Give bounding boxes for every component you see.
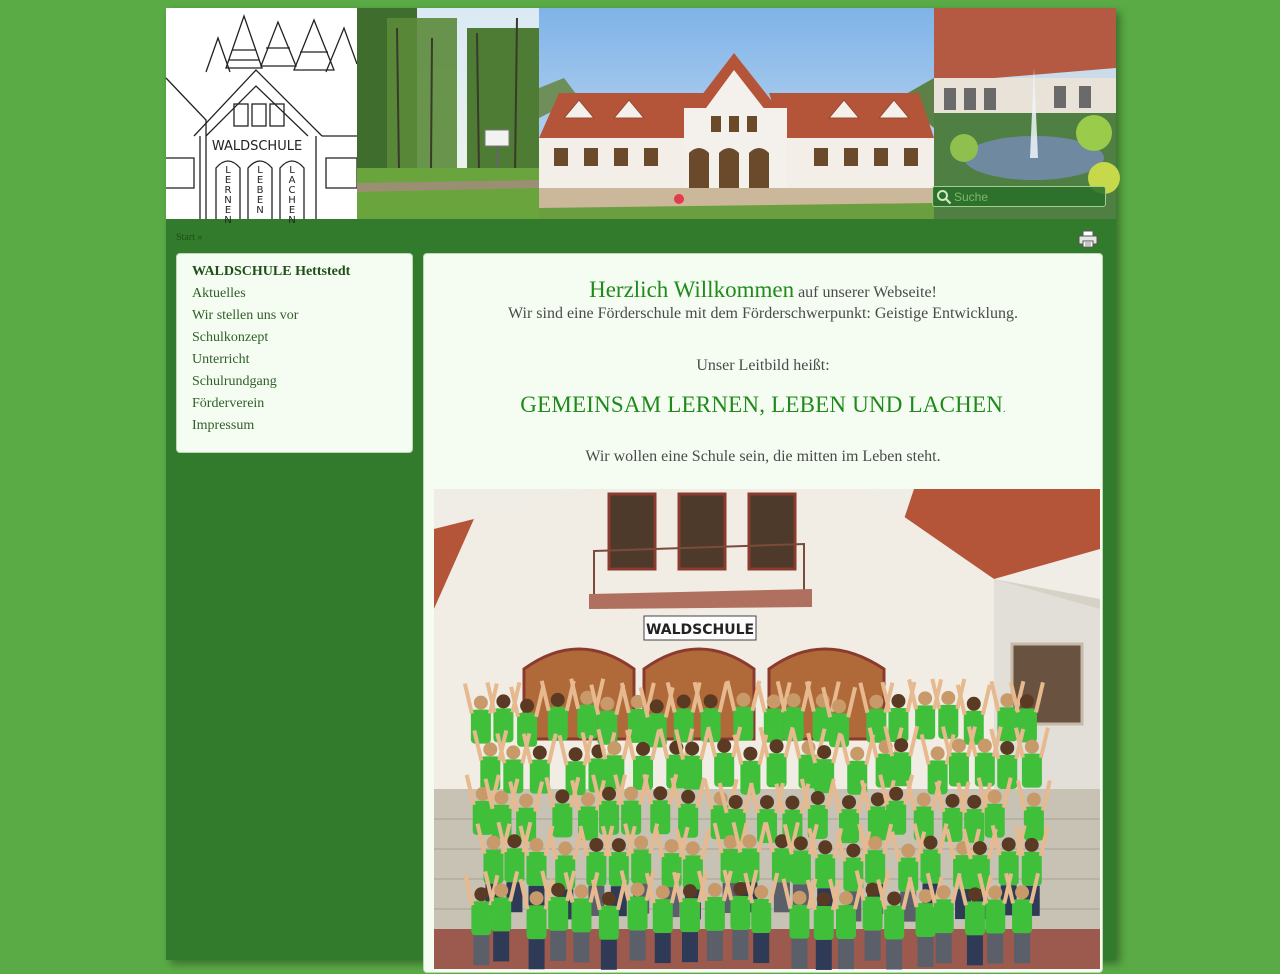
student-figure xyxy=(548,897,568,931)
student-figure xyxy=(791,850,811,884)
header-banner xyxy=(166,8,1116,226)
welcome-suffix: auf unserer Webseite! xyxy=(794,284,937,301)
student-figure xyxy=(839,809,859,843)
student-head xyxy=(624,787,638,801)
student-head xyxy=(602,892,616,906)
sidebar-item-aktuelles[interactable]: Aktuelles xyxy=(192,286,246,301)
student-head xyxy=(733,882,747,896)
student-figure xyxy=(767,753,787,787)
student-head xyxy=(486,836,500,850)
student-figure xyxy=(751,899,771,933)
student-head xyxy=(839,891,853,905)
student-figure xyxy=(985,900,1005,934)
leitbild-intro: Unser Leitbild heißt: xyxy=(696,357,830,374)
student-head xyxy=(868,836,882,850)
student-head xyxy=(530,891,544,905)
student-head xyxy=(495,791,509,805)
student-figure xyxy=(868,806,888,840)
student-head xyxy=(474,696,488,710)
student-head xyxy=(736,693,750,707)
sidebar-item-schulkonzept[interactable]: Schulkonzept xyxy=(192,330,269,345)
student-head xyxy=(1002,837,1016,851)
student-head xyxy=(533,746,547,760)
student-head xyxy=(634,836,648,850)
student-figure xyxy=(836,905,856,939)
student-figure xyxy=(863,897,883,931)
student-head xyxy=(818,840,832,854)
student-head xyxy=(653,786,667,800)
student-head xyxy=(767,694,781,708)
student-head xyxy=(917,793,931,807)
student-head xyxy=(770,739,784,753)
student-figure xyxy=(571,898,591,932)
student-legs xyxy=(529,939,545,969)
student-figure xyxy=(884,905,904,939)
student-head xyxy=(551,883,565,897)
student-figure xyxy=(577,705,597,739)
student-head xyxy=(494,883,508,897)
student-figure xyxy=(814,906,834,940)
welcome-title: Herzlich Willkommen xyxy=(589,277,795,302)
student-head xyxy=(555,789,569,803)
student-head xyxy=(931,746,945,760)
student-head xyxy=(988,886,1002,900)
student-figure xyxy=(916,903,936,937)
student-head xyxy=(569,747,583,761)
student-figure xyxy=(650,800,670,834)
breadcrumb[interactable]: Start » xyxy=(176,232,203,243)
student-figure xyxy=(866,709,886,743)
student-head xyxy=(846,843,860,857)
student-figure xyxy=(471,901,491,935)
sidebar-item-schulrundgang[interactable]: Schulrundgang xyxy=(192,374,277,389)
student-head xyxy=(685,742,699,756)
school-building-photo xyxy=(539,8,934,219)
student-head xyxy=(574,884,588,898)
student-figure xyxy=(473,801,493,835)
student-head xyxy=(918,691,932,705)
sidebar-item-foerderverein[interactable]: Förderverein xyxy=(192,396,265,411)
student-legs xyxy=(655,933,671,963)
student-figure xyxy=(938,705,958,739)
student-figure xyxy=(865,850,885,884)
student-head xyxy=(832,699,846,713)
schoolyard-photo xyxy=(357,8,539,219)
student-head xyxy=(683,884,697,898)
student-head xyxy=(1027,793,1041,807)
student-head xyxy=(952,739,966,753)
student-head xyxy=(794,836,808,850)
student-head xyxy=(681,790,695,804)
logo-door-word: L E B E N xyxy=(256,165,264,216)
student-head xyxy=(978,739,992,753)
motto-dot: . xyxy=(1003,404,1006,415)
main-content xyxy=(423,253,1103,973)
student-legs xyxy=(791,939,807,969)
student-head xyxy=(551,693,565,707)
student-head xyxy=(483,742,497,756)
student-head xyxy=(946,794,960,808)
student-legs xyxy=(918,937,934,967)
mission-statement: Wir wollen eine Schule sein, die mitten im Leben steht. xyxy=(585,448,941,465)
student-head xyxy=(869,695,883,709)
student-head xyxy=(656,885,670,899)
student-head xyxy=(474,887,488,901)
student-figure xyxy=(705,897,725,931)
student-head xyxy=(607,741,621,755)
student-head xyxy=(967,795,981,809)
student-head xyxy=(891,694,905,708)
student-figure xyxy=(997,755,1017,789)
student-figure xyxy=(653,899,673,933)
page-frame xyxy=(166,8,1116,960)
student-figure xyxy=(949,753,969,787)
search-icon[interactable] xyxy=(936,189,952,205)
student-legs xyxy=(493,931,509,961)
student-legs xyxy=(1014,933,1030,963)
student-head xyxy=(600,697,614,711)
student-head xyxy=(811,791,825,805)
student-head xyxy=(602,787,616,801)
student-figure xyxy=(934,899,954,933)
printer-icon[interactable] xyxy=(1078,230,1098,248)
student-figure xyxy=(621,801,641,835)
student-figure xyxy=(1024,807,1044,841)
student-head xyxy=(1025,838,1039,852)
search-input[interactable] xyxy=(952,190,1104,204)
student-figure xyxy=(714,753,734,787)
student-head xyxy=(968,887,982,901)
student-figure xyxy=(1012,899,1032,933)
student-figure xyxy=(1022,852,1042,886)
sidebar-item-impressum[interactable]: Impressum xyxy=(192,418,255,433)
student-head xyxy=(677,694,691,708)
student-head xyxy=(708,883,722,897)
student-head xyxy=(842,795,856,809)
student-figure xyxy=(682,756,702,790)
student-head xyxy=(507,834,521,848)
student-head xyxy=(529,838,543,852)
student-head xyxy=(612,838,626,852)
student-figure xyxy=(599,906,619,940)
student-head xyxy=(631,883,645,897)
school-logo-sketch xyxy=(166,8,357,226)
group-photo xyxy=(434,489,1100,969)
student-head xyxy=(506,745,520,759)
student-head xyxy=(496,694,510,708)
student-head xyxy=(1025,740,1039,754)
student-legs xyxy=(936,933,952,963)
student-figure xyxy=(527,905,547,939)
student-head xyxy=(923,836,937,850)
student-legs xyxy=(865,931,881,961)
student-head xyxy=(760,795,774,809)
student-head xyxy=(785,796,799,810)
logo-door-word: L E R N E N xyxy=(224,165,232,226)
student-head xyxy=(704,694,718,708)
student-legs xyxy=(967,935,983,965)
sidebar-nav xyxy=(176,253,413,453)
student-figure xyxy=(491,897,511,931)
student-legs xyxy=(473,935,489,965)
student-head xyxy=(558,841,572,855)
student-legs xyxy=(886,939,902,969)
student-legs xyxy=(550,931,566,961)
student-head xyxy=(937,885,951,899)
student-figure xyxy=(552,803,572,837)
student-figure xyxy=(471,710,491,744)
student-figure xyxy=(680,898,700,932)
school-motto xyxy=(424,392,1102,418)
student-head xyxy=(519,794,533,808)
student-legs xyxy=(732,930,748,960)
student-legs xyxy=(630,931,646,961)
student-head xyxy=(973,841,987,855)
student-figure xyxy=(965,901,985,935)
student-legs xyxy=(601,940,617,970)
sidebar-item-unterricht[interactable]: Unterricht xyxy=(192,352,250,367)
student-head xyxy=(850,747,864,761)
student-legs xyxy=(573,932,589,962)
student-head xyxy=(887,891,901,905)
student-head xyxy=(1015,885,1029,899)
student-legs xyxy=(753,933,769,963)
photo-sign-text: WALDSCHULE xyxy=(645,622,755,638)
student-head xyxy=(589,838,603,852)
student-figure xyxy=(628,897,648,931)
student-head xyxy=(743,747,757,761)
student-head xyxy=(817,745,831,759)
student-head xyxy=(988,790,1002,804)
student-head xyxy=(754,885,768,899)
student-head xyxy=(520,699,534,713)
student-head xyxy=(636,742,650,756)
student-head xyxy=(817,892,831,906)
school-description: Wir sind eine Förderschule mit dem Förderschwerpunkt: Geistige Entwicklung. xyxy=(508,305,1018,322)
student-head xyxy=(665,839,679,853)
student-head xyxy=(729,795,743,809)
student-head xyxy=(581,792,595,806)
student-legs xyxy=(816,940,832,970)
student-legs xyxy=(707,931,723,961)
student-head xyxy=(901,844,915,858)
student-head xyxy=(894,738,908,752)
student-head xyxy=(650,699,664,713)
student-legs xyxy=(682,932,698,962)
search-box[interactable] xyxy=(932,186,1106,207)
student-head xyxy=(1020,694,1034,708)
student-head xyxy=(967,697,981,711)
student-head xyxy=(686,841,700,855)
sidebar-item-about[interactable]: Wir stellen uns vor xyxy=(192,308,299,323)
student-head xyxy=(717,739,731,753)
student-figure xyxy=(730,896,750,930)
student-head xyxy=(792,891,806,905)
student-figure xyxy=(1022,754,1042,788)
student-head xyxy=(889,787,903,801)
logo-sign-text: WALDSCHULE xyxy=(211,139,303,154)
student-figure xyxy=(915,705,935,739)
sidebar-item-home[interactable]: WALDSCHULE Hettstedt xyxy=(192,264,351,279)
welcome-heading xyxy=(424,279,1102,304)
student-head xyxy=(941,691,955,705)
logo-door-word: L A C H E N xyxy=(288,165,296,226)
student-head xyxy=(787,693,801,707)
student-figure xyxy=(789,905,809,939)
student-legs xyxy=(838,939,854,969)
student-head xyxy=(742,834,756,848)
motto-text: GEMEINSAM LERNEN, LEBEN UND LACHEN xyxy=(520,392,1004,417)
student-head xyxy=(1000,741,1014,755)
student-legs xyxy=(987,934,1003,964)
